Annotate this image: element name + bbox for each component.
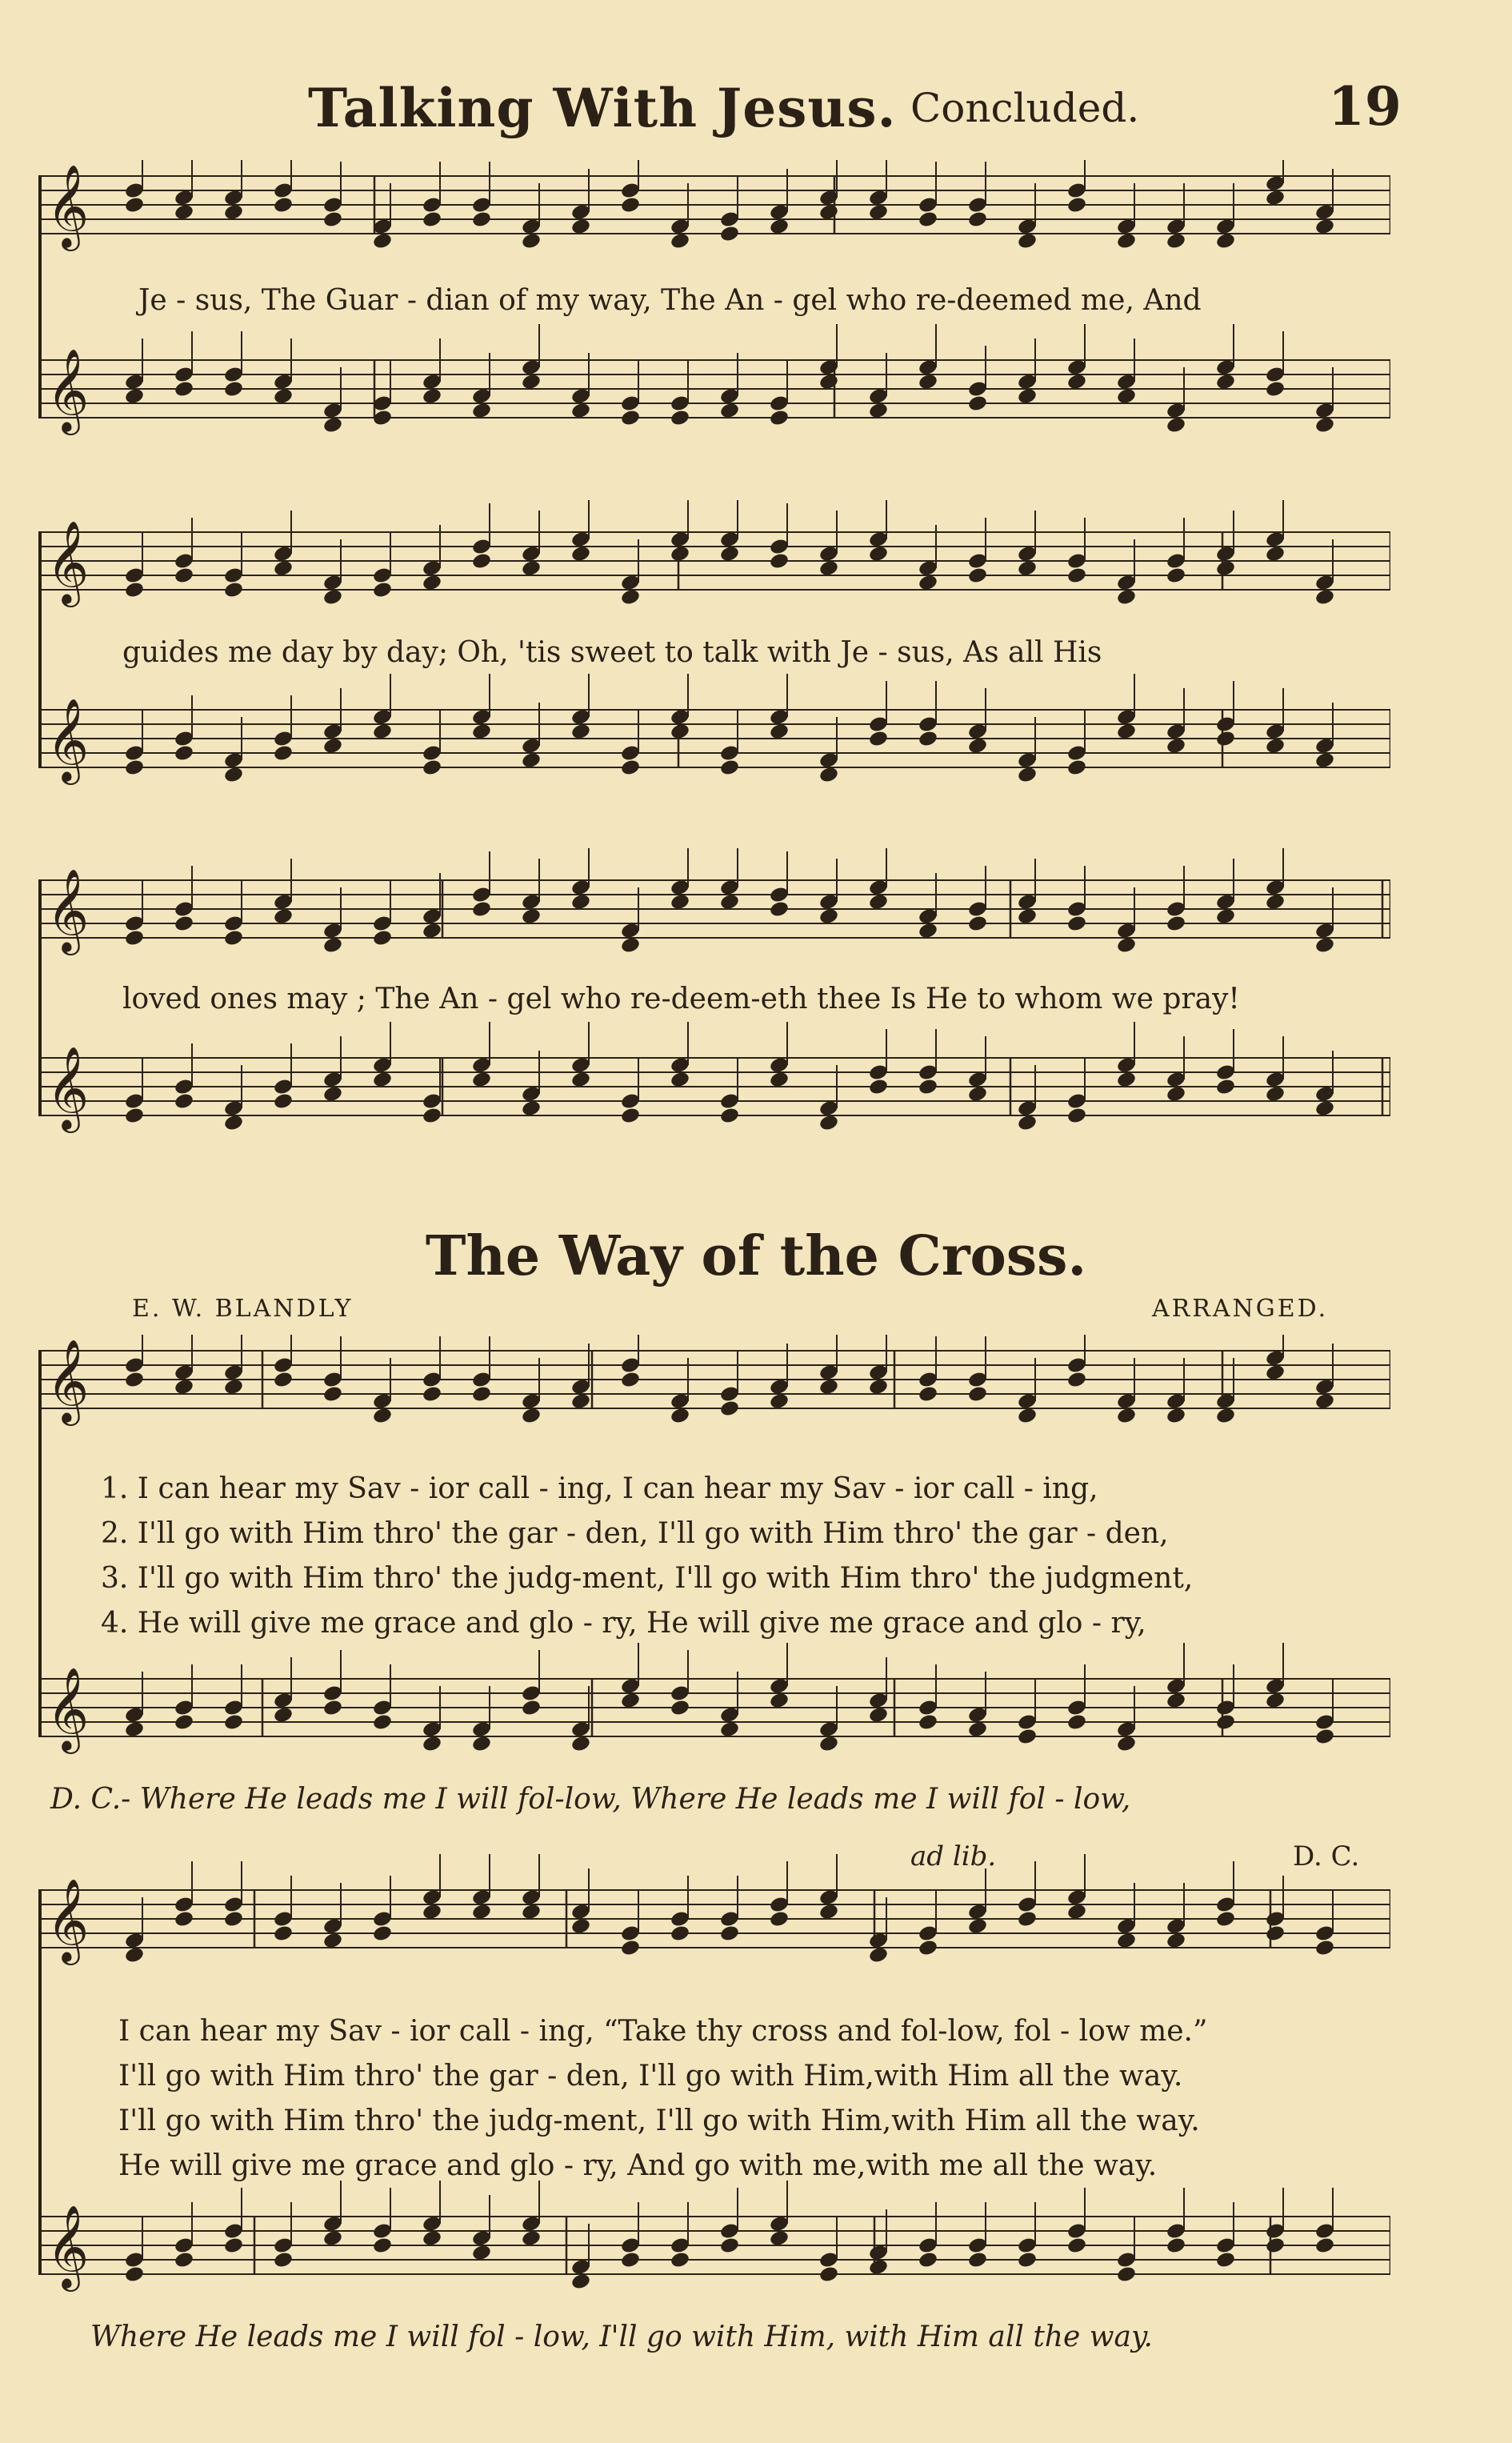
note-head <box>322 737 343 755</box>
note-head <box>422 1107 442 1125</box>
note-head <box>868 1706 889 1724</box>
note-head <box>670 1699 690 1717</box>
note-head <box>223 1713 244 1732</box>
note-head <box>1265 189 1286 207</box>
note-head <box>719 893 740 911</box>
note-head <box>918 574 938 592</box>
note-head <box>322 210 343 229</box>
note-head <box>719 1924 740 1943</box>
concluded-label: Concluded. <box>910 85 1140 131</box>
lyric-line: loved ones may ; The An - gel who re-deem-eth thee Is He to whom we pray! <box>122 983 1240 1015</box>
note-head <box>570 723 591 741</box>
note-head <box>868 2258 889 2277</box>
note-head <box>1116 1407 1137 1425</box>
note-head <box>670 1071 690 1089</box>
note-head <box>967 2251 988 2269</box>
note-head <box>670 409 690 427</box>
music-system-3 <box>38 848 1390 1168</box>
verse-line: 1. I can hear my Sav - ior call - ing, I can hear my Sav - ior call - ing, <box>101 1472 1098 1505</box>
note-head <box>1116 232 1137 250</box>
note-head <box>769 218 790 236</box>
note-head <box>1314 936 1335 955</box>
note-head <box>570 402 591 420</box>
note-head <box>818 203 839 222</box>
clef-icon: 𝄞 <box>46 868 90 952</box>
hymn-title: Talking With Jesus. <box>308 77 897 139</box>
note-head <box>471 210 492 229</box>
note-head <box>1215 1713 1236 1732</box>
note-head <box>570 2273 591 2291</box>
note-head <box>1066 1903 1087 1921</box>
note-head <box>670 545 690 563</box>
note-head <box>223 2237 244 2255</box>
note-head <box>620 2251 641 2269</box>
clef-icon: 𝄞 <box>46 1339 90 1423</box>
note-head <box>670 893 690 911</box>
note-head <box>223 581 244 599</box>
note-head <box>620 409 641 427</box>
note-head <box>521 373 542 391</box>
verse-line: 3. I'll go with Him thro' the judg-ment, I'll go with Him thro' the judgment, <box>101 1562 1194 1595</box>
note-head <box>1215 907 1236 926</box>
note-head <box>322 1932 343 1950</box>
note-head <box>124 929 145 947</box>
note-head <box>521 907 542 926</box>
note-head <box>1017 387 1038 406</box>
note-head <box>174 2251 194 2269</box>
note-head <box>670 1924 690 1943</box>
note-head <box>174 1092 194 1111</box>
note-head <box>521 1407 542 1425</box>
note-head <box>322 1385 343 1404</box>
note-head <box>174 1910 194 1928</box>
note-head <box>1116 2265 1137 2284</box>
note-head <box>818 373 839 391</box>
note-head <box>1116 1071 1137 1089</box>
lyric-line: Je - sus, The Guar - dian of my way, The An - gel who re-deemed me, And <box>138 284 1202 317</box>
note-head <box>174 1713 194 1732</box>
note-head <box>620 1107 641 1125</box>
music-system-5 <box>38 1840 1390 2353</box>
note-head <box>719 759 740 777</box>
note-head <box>918 2251 938 2269</box>
note-head <box>620 759 641 777</box>
note-head <box>670 2251 690 2269</box>
note-head <box>471 723 492 741</box>
note-head <box>868 1078 889 1096</box>
clef-icon: 𝄞 <box>46 1878 90 1962</box>
music-system-1 <box>38 160 1390 456</box>
clef-icon: 𝄞 <box>46 1046 90 1130</box>
note-head <box>570 1071 591 1089</box>
note-head <box>322 1699 343 1717</box>
note-head <box>273 1092 294 1111</box>
note-head <box>124 1371 145 1389</box>
note-head <box>818 1903 839 1921</box>
note-head <box>620 936 641 955</box>
note-head <box>1017 2251 1038 2269</box>
note-head <box>918 1078 938 1096</box>
note-head <box>174 380 194 398</box>
note-head <box>422 574 442 592</box>
note-head <box>273 559 294 578</box>
note-head <box>124 1946 145 1964</box>
closing-line: Where He leads me I will fol - low, I'll go with Him, with Him all the way. <box>90 2321 1153 2353</box>
note-head <box>1066 196 1087 214</box>
note-head <box>918 1385 938 1404</box>
note-head <box>1265 893 1286 911</box>
note-head <box>1265 545 1286 563</box>
note-head <box>1166 416 1186 435</box>
note-head <box>124 196 145 214</box>
note-head <box>868 203 889 222</box>
note-head <box>1215 2251 1236 2269</box>
note-head <box>1116 1735 1137 1753</box>
note-head <box>719 402 740 420</box>
note-head <box>570 545 591 563</box>
note-head <box>422 387 442 406</box>
verse-line: 2. I'll go with Him thro' the gar - den, I'll go with Him thro' the gar - den, <box>101 1517 1169 1550</box>
note-head <box>1215 1407 1236 1425</box>
verse-line: 4. He will give me grace and glo - ry, He will give me grace and glo - ry, <box>101 1607 1146 1640</box>
hymn-title-2: The Way of the Cross. <box>425 1224 1087 1288</box>
note-head <box>223 766 244 784</box>
note-head <box>967 737 988 755</box>
note-head <box>620 1371 641 1389</box>
note-head <box>918 373 938 391</box>
note-head <box>1265 737 1286 755</box>
note-head <box>868 402 889 420</box>
note-head <box>372 1924 393 1943</box>
note-head <box>1017 1114 1038 1132</box>
verse-line: I'll go with Him thro' the judg-ment, I'll go with Him,with Him all the way. <box>118 2105 1200 2137</box>
note-head <box>620 588 641 607</box>
note-head <box>223 1114 244 1132</box>
note-head <box>372 2237 393 2255</box>
note-head <box>719 1400 740 1418</box>
arranged-credit: ARRANGED. <box>1152 1295 1329 1323</box>
note-head <box>769 1392 790 1411</box>
note-head <box>1215 730 1236 748</box>
note-head <box>1166 737 1186 755</box>
note-head <box>818 1378 839 1396</box>
note-head <box>967 1385 988 1404</box>
note-head <box>1017 232 1038 250</box>
note-head <box>322 2229 343 2248</box>
note-head <box>372 723 393 741</box>
note-head <box>372 1071 393 1089</box>
verse-line: He will give me grace and glo - ry, And go with me,with me all the way. <box>118 2149 1158 2182</box>
note-head <box>1314 1728 1335 1746</box>
note-head <box>1166 915 1186 933</box>
note-head <box>372 1407 393 1425</box>
dc-mark: D. C. <box>1293 1840 1360 1872</box>
note-head <box>818 559 839 578</box>
note-head <box>273 2251 294 2269</box>
clef-icon: 𝄞 <box>46 2205 90 2289</box>
note-head <box>620 1692 641 1710</box>
note-head <box>918 1939 938 1957</box>
note-head <box>918 1713 938 1732</box>
note-head <box>1066 567 1087 585</box>
note-head <box>1066 373 1087 391</box>
note-head <box>521 1699 542 1717</box>
note-head <box>471 1385 492 1404</box>
note-head <box>967 1085 988 1103</box>
clef-icon: 𝄞 <box>46 520 90 604</box>
note-head <box>174 567 194 585</box>
lyric-line: guides me day by day; Oh, 'tis sweet to talk with Je - sus, As all His <box>122 636 1102 669</box>
note-head <box>1116 936 1137 955</box>
verse-line: I'll go with Him thro' the gar - den, I'll go with Him,with Him all the way. <box>118 2060 1183 2093</box>
music-system-2 <box>38 500 1390 796</box>
note-head <box>670 723 690 741</box>
note-head <box>521 2229 542 2248</box>
note-head <box>1166 1085 1186 1103</box>
note-head <box>620 1939 641 1957</box>
note-head <box>372 232 393 250</box>
note-head <box>1066 1371 1087 1389</box>
note-head <box>521 559 542 578</box>
note-head <box>471 900 492 919</box>
note-head <box>124 1107 145 1125</box>
note-head <box>1166 1407 1186 1425</box>
page-number: 19 <box>1328 75 1402 138</box>
dc-line: D. C.- Where He leads me I will fol-low, Where He leads me I will fol - low, <box>50 1783 1131 1816</box>
note-head <box>124 387 145 406</box>
note-head <box>570 893 591 911</box>
ad-lib-mark: ad lib. <box>910 1840 997 1872</box>
note-head <box>769 1071 790 1089</box>
note-head <box>1066 915 1087 933</box>
note-head <box>1265 1924 1286 1943</box>
note-head <box>769 723 790 741</box>
note-head <box>967 210 988 229</box>
note-head <box>422 210 442 229</box>
note-head <box>273 744 294 763</box>
clef-icon: 𝄞 <box>46 164 90 248</box>
note-head <box>124 2265 145 2284</box>
note-head <box>471 552 492 571</box>
note-head <box>223 203 244 222</box>
note-head <box>521 1903 542 1921</box>
note-head <box>570 218 591 236</box>
note-head <box>273 1706 294 1724</box>
note-head <box>1215 373 1236 391</box>
note-head <box>670 1407 690 1425</box>
note-head <box>868 545 889 563</box>
note-head <box>471 1071 492 1089</box>
note-head <box>918 210 938 229</box>
note-head <box>769 552 790 571</box>
note-head <box>769 1692 790 1710</box>
note-head <box>1215 559 1236 578</box>
note-head <box>769 900 790 919</box>
note-head <box>769 2229 790 2248</box>
note-head <box>174 744 194 763</box>
note-head <box>719 545 740 563</box>
music-system-4 <box>38 1335 1390 1831</box>
note-head <box>174 915 194 933</box>
note-head <box>521 232 542 250</box>
note-head <box>1116 387 1137 406</box>
note-head <box>1066 759 1087 777</box>
note-head <box>422 1735 442 1753</box>
note-head <box>570 1917 591 1936</box>
note-head <box>570 1392 591 1411</box>
note-head <box>1017 1407 1038 1425</box>
note-head <box>918 730 938 748</box>
note-head <box>1066 1107 1087 1125</box>
note-head <box>372 929 393 947</box>
clef-icon: 𝄞 <box>46 698 90 782</box>
note-head <box>818 907 839 926</box>
note-head <box>1314 588 1335 607</box>
note-head <box>1314 416 1335 435</box>
note-head <box>719 225 740 243</box>
note-head <box>1314 1099 1335 1118</box>
note-head <box>422 1385 442 1404</box>
note-head <box>868 1378 889 1396</box>
note-head <box>223 1910 244 1928</box>
note-head <box>273 907 294 926</box>
note-head <box>1166 232 1186 250</box>
treble-staff <box>38 1840 1390 2353</box>
note-head <box>124 1720 145 1739</box>
note-head <box>471 1735 492 1753</box>
verse-line: I can hear my Sav - ior call - ing, “Take thy cross and fol-low, fol - low me.” <box>118 2015 1208 2048</box>
note-head <box>1166 2237 1186 2255</box>
note-head <box>273 387 294 406</box>
note-head <box>422 922 442 940</box>
clef-icon: 𝄞 <box>46 1667 90 1751</box>
note-head <box>372 1713 393 1732</box>
note-head <box>1215 232 1236 250</box>
note-head <box>620 196 641 214</box>
note-head <box>918 922 938 940</box>
note-head <box>1017 766 1038 784</box>
note-head <box>719 2237 740 2255</box>
note-head <box>1314 218 1335 236</box>
note-head <box>1215 1078 1236 1096</box>
note-head <box>1066 1713 1087 1732</box>
note-head <box>174 203 194 222</box>
note-head <box>670 232 690 250</box>
note-head <box>1017 559 1038 578</box>
note-head <box>967 915 988 933</box>
note-head <box>1265 1085 1286 1103</box>
note-head <box>322 936 343 955</box>
note-head <box>322 416 343 435</box>
note-head <box>868 730 889 748</box>
note-head <box>1066 2237 1087 2255</box>
note-head <box>223 1378 244 1396</box>
note-head <box>769 1910 790 1928</box>
note-head <box>967 1720 988 1739</box>
note-head <box>1017 907 1038 926</box>
note-head <box>422 759 442 777</box>
note-head <box>372 581 393 599</box>
note-head <box>471 1903 492 1921</box>
note-head <box>1017 1728 1038 1746</box>
note-head <box>422 1903 442 1921</box>
note-head <box>818 1114 839 1132</box>
note-head <box>1166 1692 1186 1710</box>
note-head <box>223 929 244 947</box>
note-head <box>1017 1910 1038 1928</box>
note-head <box>273 1371 294 1389</box>
note-head <box>868 1946 889 1964</box>
note-head <box>1116 588 1137 607</box>
note-head <box>273 196 294 214</box>
note-head <box>322 588 343 607</box>
note-head <box>570 1735 591 1753</box>
note-head <box>967 394 988 413</box>
note-head <box>521 751 542 770</box>
note-head <box>1265 380 1286 398</box>
note-head <box>967 567 988 585</box>
note-head <box>124 581 145 599</box>
note-head <box>967 1917 988 1936</box>
note-head <box>1314 1392 1335 1411</box>
note-head <box>1314 1939 1335 1957</box>
note-head <box>1265 1364 1286 1382</box>
note-head <box>1166 567 1186 585</box>
note-head <box>223 380 244 398</box>
clef-icon: 𝄞 <box>46 348 90 432</box>
note-head <box>818 1735 839 1753</box>
note-head <box>521 1099 542 1118</box>
note-head <box>818 766 839 784</box>
note-head <box>174 1378 194 1396</box>
note-head <box>1314 2237 1335 2255</box>
note-head <box>1265 2237 1286 2255</box>
note-head <box>719 1107 740 1125</box>
note-head <box>422 2229 442 2248</box>
note-head <box>124 759 145 777</box>
page-header <box>0 72 1512 144</box>
note-head <box>1116 723 1137 741</box>
note-head <box>1215 1910 1236 1928</box>
note-head <box>1314 751 1335 770</box>
note-head <box>471 2244 492 2262</box>
note-head <box>1116 1932 1137 1950</box>
author-credit: E. W. BLANDLY <box>132 1295 354 1323</box>
note-head <box>273 1924 294 1943</box>
note-head <box>1166 1932 1186 1950</box>
note-head <box>868 893 889 911</box>
note-head <box>1265 1692 1286 1710</box>
note-head <box>769 409 790 427</box>
note-head <box>322 1085 343 1103</box>
note-head <box>719 1720 740 1739</box>
note-head <box>818 2265 839 2284</box>
note-head <box>471 402 492 420</box>
